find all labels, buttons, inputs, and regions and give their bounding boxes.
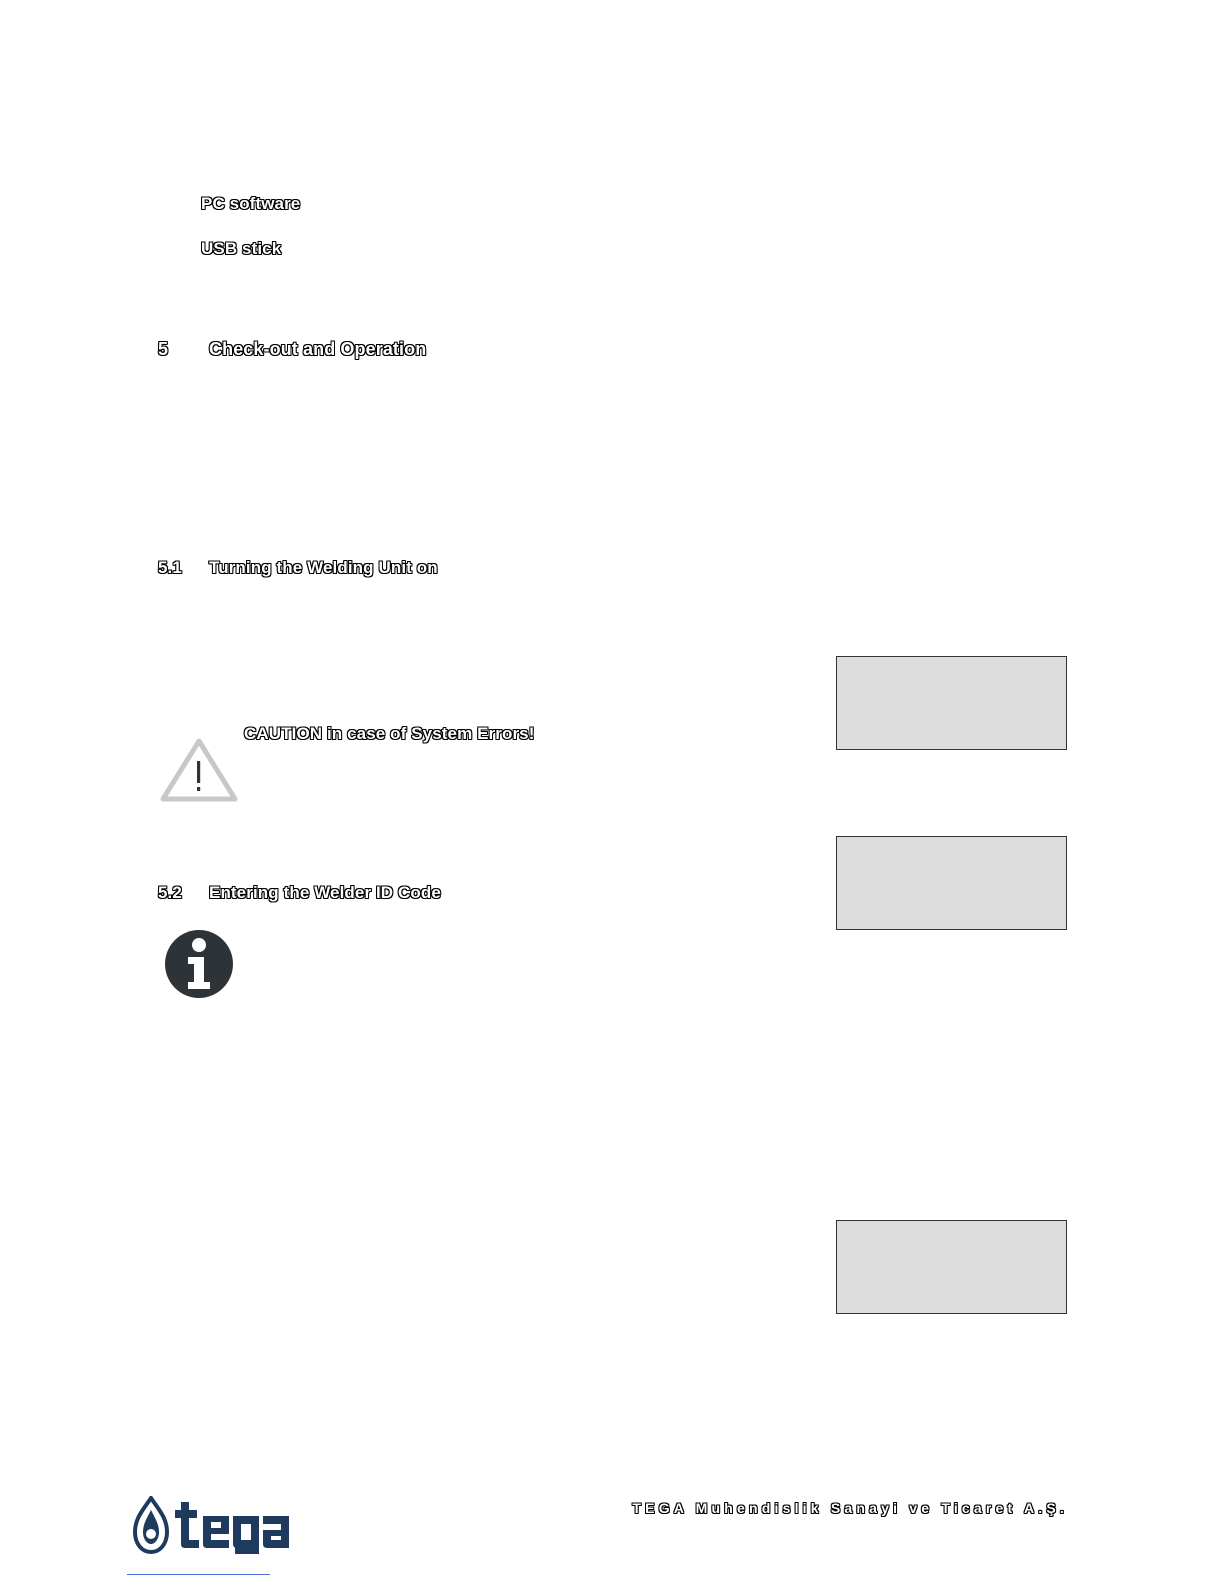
section-title: Turning the Welding Unit on [209, 558, 438, 577]
section-number: 5.2 [158, 883, 182, 902]
tega-logo [129, 1496, 301, 1556]
company-name: TEGA Muhendislik Sanayi ve Ticaret A.Ş. [632, 1500, 1068, 1516]
section-title: Check-out and Operation [209, 339, 427, 359]
section-number: 5 [158, 339, 169, 359]
caution-text: CAUTION in case of System Errors! [244, 724, 535, 743]
lcd-display-3 [836, 1220, 1067, 1314]
list-item-pc-software: PC software [201, 194, 301, 213]
lcd-display-1 [836, 656, 1067, 750]
lcd-display-2 [836, 836, 1067, 930]
section-title: Entering the Welder ID Code [209, 883, 441, 902]
info-icon [163, 928, 235, 1000]
list-item-usb-stick: USB stick [201, 239, 282, 258]
footer-rule [127, 1574, 270, 1575]
warning-triangle-icon [159, 737, 239, 803]
section-number: 5.1 [158, 558, 182, 577]
